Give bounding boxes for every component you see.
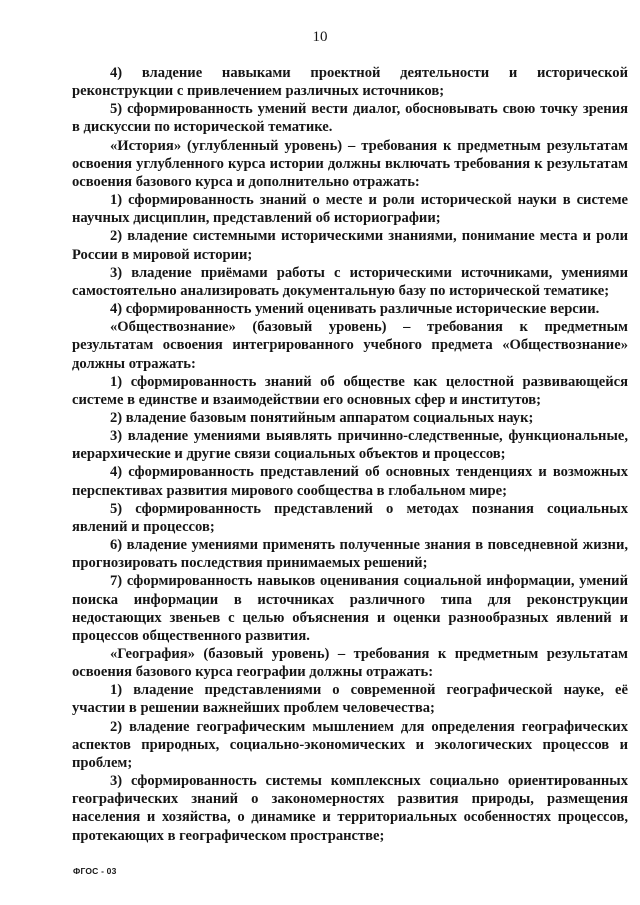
paragraph: 3) владение приёмами работы с историческими источниками, умениями самостоятельно анализировать документальную базу по исторической тематике; [72, 264, 628, 299]
paragraph: «География» (базовый уровень) – требования к предметным результатам освоения базового курса географии должны отражать: [72, 646, 628, 681]
footer-code: ФГОС - 03 [73, 866, 117, 876]
paragraph: 1) сформированность знаний о месте и роли исторической науки в системе научных дисциплин, представлений об историографии; [72, 192, 628, 227]
paragraph: 1) владение представлениями о современной географической науке, её участии в решении важнейших проблем человечества; [72, 682, 628, 717]
paragraph: 3) сформированность системы комплексных социально ориентированных географических знаний о закономерностях развития природы, размещения населения и хозяйства, о динамике и территориальных особенностях процессов, протекающих в географическом пространстве; [72, 773, 628, 844]
paragraph: 7) сформированность навыков оценивания социальной информации, умений поиска информации в источниках различного типа для реконструкции недостающих звеньев с целью объяснения и оценки разнообразных явлений и процессов общественного развития. [72, 573, 628, 644]
paragraph: «Обществознание» (базовый уровень) – требования к предметным результатам освоения интегрированного учебного предмета «Обществознание» должны отражать: [72, 319, 628, 372]
paragraph: 1) сформированность знаний об обществе как целостной развивающейся системе в единстве и взаимодействии его основных сфер и институтов; [72, 373, 628, 408]
paragraph: 4) сформированность представлений об основных тенденциях и возможных перспективах развития мирового сообщества в глобальном мире; [72, 464, 628, 499]
page-number: 10 [312, 29, 328, 45]
paragraph: 3) владение умениями выявлять причинно-следственные, функциональные, иерархические и другие связи социальных объектов и процессов; [72, 428, 628, 463]
paragraph: 4) владение навыками проектной деятельности и исторической реконструкции с привлечением различных источников; [72, 65, 628, 100]
document-body [72, 64, 628, 845]
paragraph: 4) сформированность умений оценивать различные исторические версии. [110, 301, 600, 318]
paragraph: 5) сформированность умений вести диалог, обосновывать свою точку зрения в дискуссии по исторической тематике. [72, 101, 628, 136]
paragraph: 5) сформированность представлений о методах познания социальных явлений и процессов; [72, 500, 628, 535]
paragraph: 2) владение базовым понятийным аппаратом социальных наук; [110, 409, 534, 426]
paragraph: «История» (углубленный уровень) – требования к предметным результатам освоения углубленного курса истории должны включать требования к результатам освоения базового курса и дополнительно отражать: [72, 137, 628, 190]
paragraph: 2) владение системными историческими знаниями, понимание места и роли России в мировой истории; [72, 228, 628, 263]
paragraph: 6) владение умениями применять полученные знания в повседневной жизни, прогнозировать последствия принимаемых решений; [72, 537, 628, 572]
paragraph: 2) владение географическим мышлением для определения географических аспектов природных, социально-экономических и экологических процессов и проблем; [72, 718, 628, 771]
